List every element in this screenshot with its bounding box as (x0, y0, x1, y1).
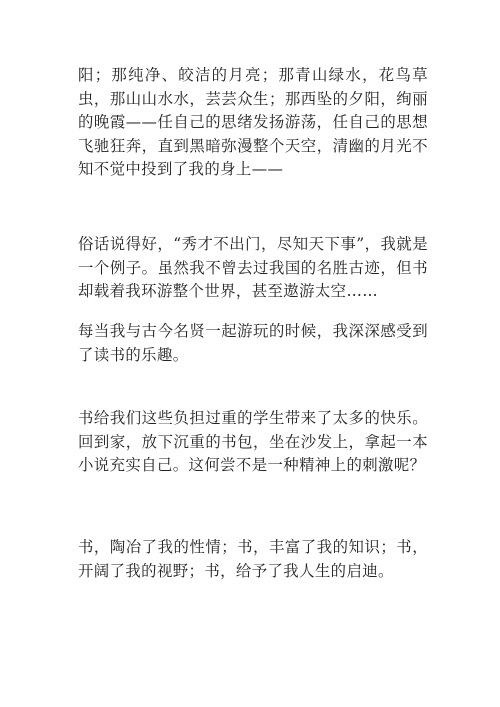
paragraph-2: 俗话说得好，“秀才不出门，尽知天下事”，我就是一个例子。虽然我不曾去过我国的名胜古迹，但书却载着我环游整个世界，甚至遨游太空…… (78, 235, 428, 300)
paragraph-3: 每当我与古今名贤一起游玩的时候，我深深感受到了读书的乐趣。 (78, 322, 428, 364)
paragraph-5: 书，陶冶了我的性情；书，丰富了我的知识；书，开阔了我的视野；书，给予了我人生的启迪。 (78, 538, 428, 580)
paragraph-1: 阳；那纯净、皎洁的月亮；那青山绿水，花鸟草虫，那山山水水，芸芸众生；那西坠的夕阳，绚丽的晚霞——任自己的思绪发扬游荡，任自己的思想飞驰狂奔，直到黑暗弥漫整个天空，清幽的月光不知不觉中投到了我的身上—— (78, 66, 428, 178)
paragraph-4: 书给我们这些负担过重的学生带来了太多的快乐。回到家，放下沉重的书包，坐在沙发上，拿起一本小说充实自己。这何尝不是一种精神上的刺激呢？ (78, 409, 428, 474)
